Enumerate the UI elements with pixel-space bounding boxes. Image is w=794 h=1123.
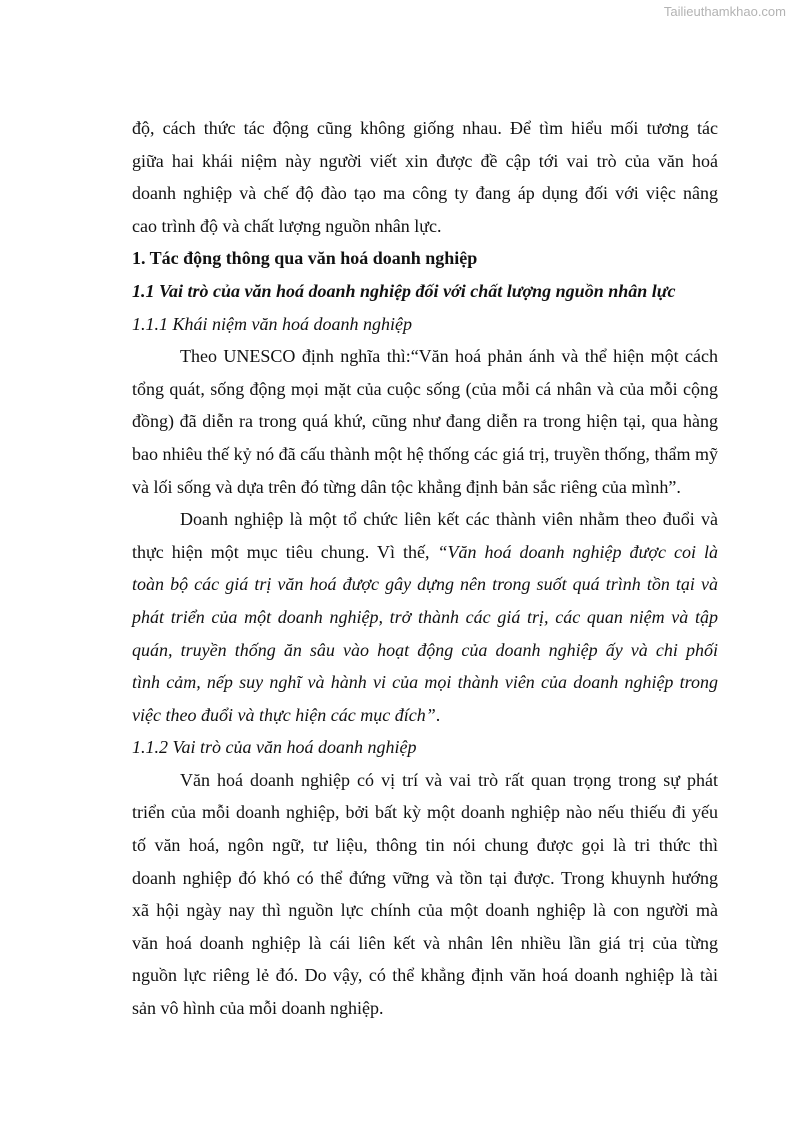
business-paragraph: [132, 503, 718, 731]
section-heading-1-1-2: 1.1.2 Vai trò của văn hoá doanh nghiệp: [132, 737, 417, 758]
text-line: doanh nghiệp đó khó có thể đứng vững và tồn tại được. Trong khuynh hướng: [132, 867, 718, 888]
role-paragraph: [132, 764, 718, 1025]
text-line: đồng) đã diễn ra trong quá khứ, cũng như đang diễn ra trong hiện tại, qua hàng: [132, 411, 718, 432]
text-run: .: [435, 704, 441, 725]
text-line: sản vô hình của mỗi doanh nghiệp.: [132, 998, 384, 1019]
text-line: [132, 536, 718, 569]
section-heading-1-1: 1.1 Vai trò của văn hoá doanh nghiệp đối với chất lượng nguồn nhân lực: [132, 280, 676, 301]
text-line: cao trình độ và chất lượng nguồn nhân lực.: [132, 215, 442, 236]
text-run: thực hiện một mục tiêu chung. Vì thế,: [132, 541, 438, 562]
quote-line: quán, truyền thống ăn sâu vào hoạt động của doanh nghiệp ấy và chi phối: [132, 639, 718, 660]
quote-run: “Văn hoá doanh nghiệp được coi là: [437, 541, 718, 562]
unesco-paragraph: [132, 340, 718, 503]
quote-line: toàn bộ các giá trị văn hoá được gây dựng nên trong suốt quá trình tồn tại và: [132, 574, 718, 595]
quote-line: phát triển của một doanh nghiệp, trở thành các giá trị, các quan niệm và tập: [132, 606, 718, 627]
document-page: [132, 112, 718, 1025]
text-line: tổng quát, sống động mọi mặt của cuộc sống (của mỗi cá nhân và của mỗi cộng: [132, 378, 718, 399]
text-line: xã hội ngày nay thì nguồn lực chính của một doanh nghiệp là con người mà: [132, 900, 718, 921]
text-line: nguồn lực riêng lẻ đó. Do vậy, có thể khẳng định văn hoá doanh nghiệp là tài: [132, 965, 718, 986]
text-line: văn hoá doanh nghiệp là cái liên kết và nhân lên nhiều lần giá trị của từng: [132, 932, 718, 953]
text-line: và lối sống và dựa trên đó từng dân tộc khẳng định bản sắc riêng của mình”.: [132, 476, 681, 497]
intro-paragraph: [132, 112, 718, 242]
text-line: doanh nghiệp và chế độ đào tạo ma công ty đang áp dụng đối với việc nâng: [132, 183, 718, 204]
text-line: [132, 699, 718, 732]
section-heading-1-1-1: 1.1.1 Khái niệm văn hoá doanh nghiệp: [132, 313, 412, 334]
text-line: Doanh nghiệp là một tổ chức liên kết các thành viên nhằm theo đuổi và: [180, 509, 718, 530]
quote-run: việc theo đuổi và thực hiện các mục đích”: [132, 704, 436, 725]
watermark: Tailieuthamkhao.com: [663, 4, 786, 19]
text-line: Văn hoá doanh nghiệp có vị trí và vai trò rất quan trọng trong sự phát: [180, 769, 718, 790]
text-line: triển của mỗi doanh nghiệp, bởi bất kỳ một doanh nghiệp nào nếu thiếu đi yếu: [132, 802, 718, 823]
text-line: tố văn hoá, ngôn ngữ, tư liệu, thông tin nói chung được gọi là tri thức thì: [132, 835, 718, 856]
text-line: bao nhiêu thế kỷ nó đã cấu thành một hệ thống các giá trị, truyền thống, thẩm mỹ: [132, 443, 718, 464]
text-line: Theo UNESCO định nghĩa thì:“Văn hoá phản ánh và thể hiện một cách: [180, 346, 718, 367]
quote-line: tình cảm, nếp suy nghĩ và hành vi của mọi thành viên của doanh nghiệp trong: [132, 672, 718, 693]
section-heading-1: 1. Tác động thông qua văn hoá doanh nghiệp: [132, 248, 478, 269]
text-line: giữa hai khái niệm này người viết xin được đề cập tới vai trò của văn hoá: [132, 150, 718, 171]
text-line: độ, cách thức tác động cũng không giống nhau. Để tìm hiểu mối tương tác: [132, 118, 718, 138]
